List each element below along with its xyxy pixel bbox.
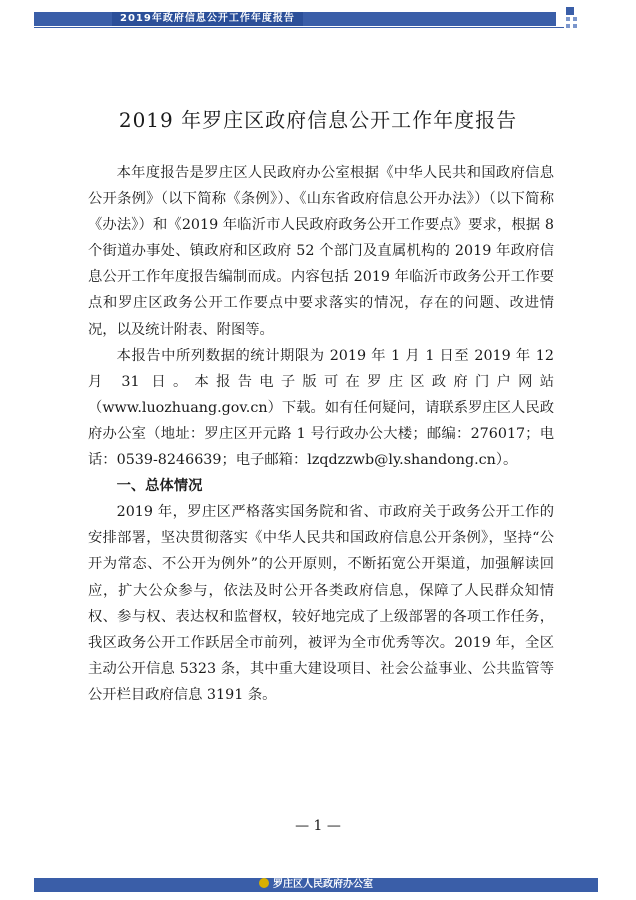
- decorative-square: [573, 17, 577, 21]
- footer-band: [34, 878, 598, 892]
- decorative-square: [573, 24, 577, 28]
- header-title: 2019年政府信息公开工作年度报告: [112, 12, 303, 26]
- overview-paragraph: 2019 年，罗庄区严格落实国务院和省、市政府关于政务公开工作的安排部署，坚决贯彻落实《中华人民共和国政府信息公开条例》，坚持“公开为常态、不公开为例外”的公开原则，不断拓宽公开渠道，加强解读回应，扩大公众参与，依法及时公开各类政府信息，保障了人民群众知情权、参与权、表达权和监督权，较好地完成了上级部署的各项工作任务，我区政务公开工作跃居全市前列，被评为全市优秀等次。2019 年，全区主动公开信息 5323 条，其中重大建设项目、社会公益事业、公共监管等公开栏目政府信息 3191 条。: [88, 504, 554, 703]
- decorative-square: [566, 7, 574, 15]
- header-rule: [34, 27, 564, 28]
- footer-text: 罗庄区人民政府办公室: [273, 879, 373, 890]
- contact-paragraph: 本报告中所列数据的统计期限为 2019 年 1 月 1 日至 2019 年 12 月 31 日。本报告电子版可在罗庄区政府门户网站（www.luozhuang.gov.cn）下载。如有任何疑问，请联系罗庄区人民政府办公室（地址：罗庄区开元路 1 号行政办公大楼；邮编：276017；电话：0539-8246639；电子邮箱：lzqdzzwb@ly.shandong.cn）。: [88, 347, 554, 469]
- decorative-square: [566, 17, 570, 21]
- document-title: 2019 年罗庄区政府信息公开工作年度报告: [118, 108, 518, 132]
- national-emblem-icon: [259, 878, 269, 888]
- document-body: [88, 160, 554, 708]
- decorative-square: [566, 24, 570, 28]
- page-number: — 1 —: [295, 818, 341, 834]
- intro-paragraph: 本年度报告是罗庄区人民政府办公室根据《中华人民共和国政府信息公开条例》（以下简称《条例》）、《山东省政府信息公开办法》）（以下简称《办法》）和《2019 年临沂市人民政府政务公开工作要点》要求，根据 8 个街道办事处、镇政府和区政府 52 个部门及直属机构的 2019 年政府信息公开工作年度报告编制而成。内容包括 2019 年临沂市政务公开工作要点和罗庄区政务公开工作要点中要求落实的情况，存在的问题、改进情况，以及统计附表、附图等。: [88, 165, 554, 338]
- section-heading: 一、总体情况: [116, 478, 203, 495]
